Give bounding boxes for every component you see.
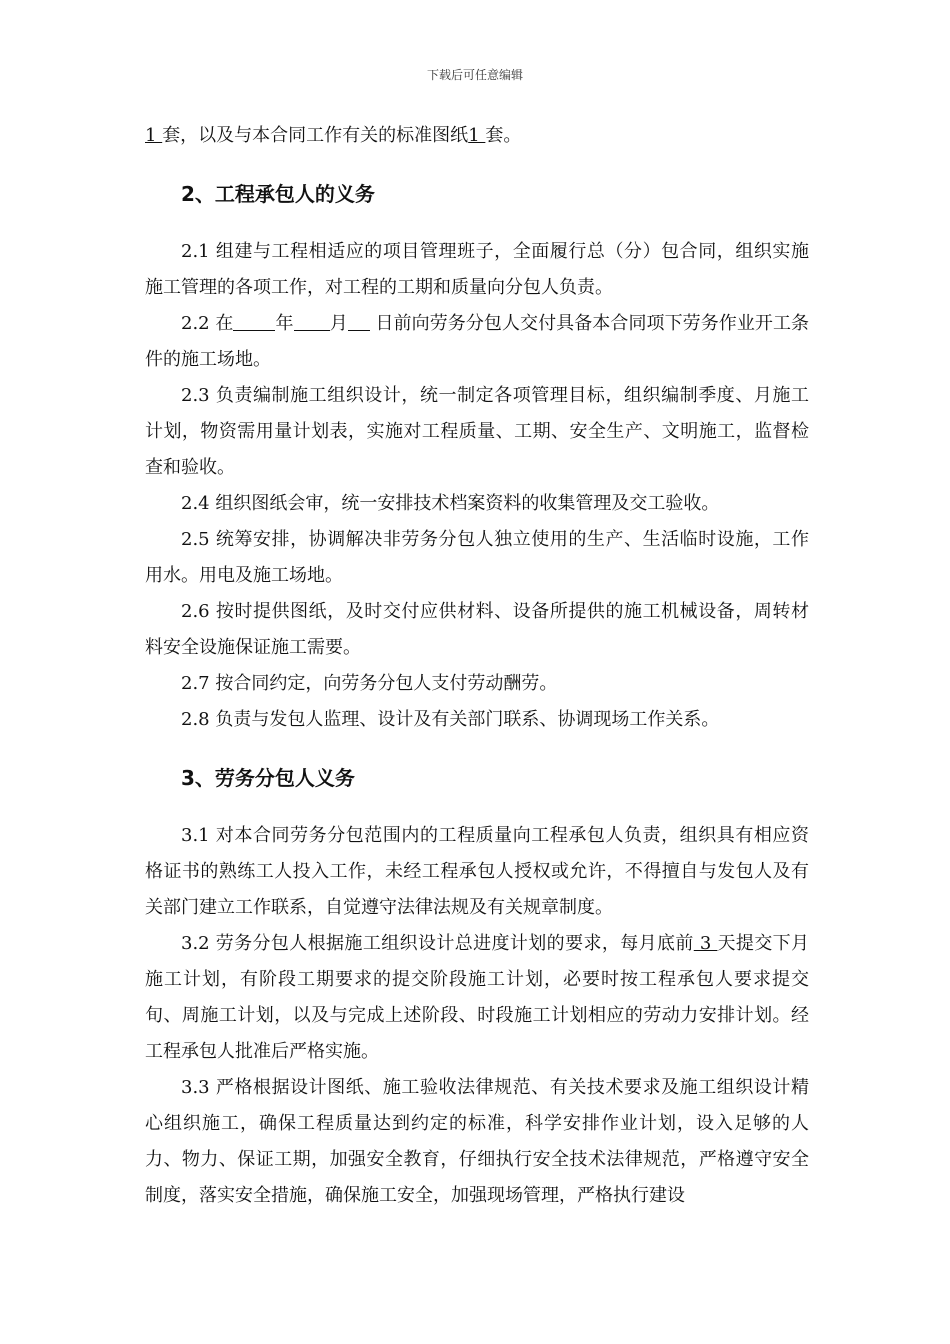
clause-2-3: 2.3 负责编制施工组织设计，统一制定各项管理目标，组织编制季度、月施工计划，物资需用量计划表，实施对工程质量、工期、安全生产、文明施工，监督检查和验收。 [145, 385, 809, 478]
year-label: 年 [275, 313, 294, 334]
intro-text-2: 套。 [485, 125, 522, 146]
intro-text-1: 套，以及与本合同工作有关的标准图纸 [162, 125, 469, 146]
clause-3-2 [145, 926, 809, 1070]
clause-2-2-prefix: 2.2 在 [181, 313, 234, 334]
month-label: 月 [329, 313, 348, 334]
clause-2-2 [145, 306, 809, 378]
days-before-value: 3 [693, 933, 718, 954]
section-2-heading: 2、工程承包人的义务 [181, 182, 375, 206]
clause-3-2-prefix: 3.2 劳务分包人根据施工组织设计总进度计划的要求，每月底前 [181, 933, 694, 954]
clause-2-8: 2.8 负责与发包人监理、设计及有关部门联系、协调现场工作关系。 [181, 709, 720, 730]
intro-paragraph [145, 118, 809, 154]
clause-2-4: 2.4 组织图纸会审，统一安排技术档案资料的收集管理及交工验收。 [181, 493, 720, 514]
month-blank[interactable] [294, 312, 330, 331]
drawing-count-2: 1 [468, 125, 486, 146]
page-header: 下载后可任意编辑 [426, 68, 523, 82]
section-3-heading: 3、劳务分包人义务 [181, 766, 355, 790]
drawing-count-1: 1 [145, 125, 163, 146]
clause-2-6: 2.6 按时提供图纸，及时交付应供材料、设备所提供的施工机械设备，周转材料安全设施保证施工需要。 [145, 601, 809, 658]
clause-2-7: 2.7 按合同约定，向劳务分包人支付劳动酬劳。 [181, 673, 558, 694]
clause-3-2-rest: 天提交下月施工计划，有阶段工期要求的提交阶段施工计划，必要时按工程承包人要求提交旬、周施工计划，以及与完成上述阶段、时段施工计划相应的劳动力安排计划。经工程承包人批准后严格实施。 [145, 933, 809, 1062]
clause-2-5: 2.5 统筹安排，协调解决非劳务分包人独立使用的生产、生活临时设施，工作用水。用电及施工场地。 [145, 529, 809, 586]
clause-3-3: 3.3 严格根据设计图纸、施工验收法律规范、有关技术要求及施工组织设计精心组织施工，确保工程质量达到约定的标准，科学安排作业计划，设入足够的人力、物力、保证工期，加强安全教育，仔细执行安全技术法律规范，严格遵守安全制度，落实安全措施，确保施工安全，加强现场管理，严格执行建设 [145, 1077, 809, 1206]
clause-2-1: 2.1 组建与工程相适应的项目管理班子，全面履行总（分）包合同，组织实施施工管理的各项工作，对工程的工期和质量向分包人负责。 [145, 241, 809, 298]
document-body [145, 118, 809, 1214]
clause-3-1: 3.1 对本合同劳务分包范围内的工程质量向工程承包人负责，组织具有相应资格证书的熟练工人投入工作，未经工程承包人授权或允许，不得擅自与发包人及有关部门建立工作联系，自觉遵守法律法规及有关规章制度。 [145, 825, 809, 918]
day-blank[interactable] [348, 312, 370, 331]
clause-2-2-rest: 日前向劳务分包人交付具备本合同项下劳务作业开工条件的施工场地。 [145, 313, 810, 370]
year-blank[interactable] [233, 312, 275, 331]
